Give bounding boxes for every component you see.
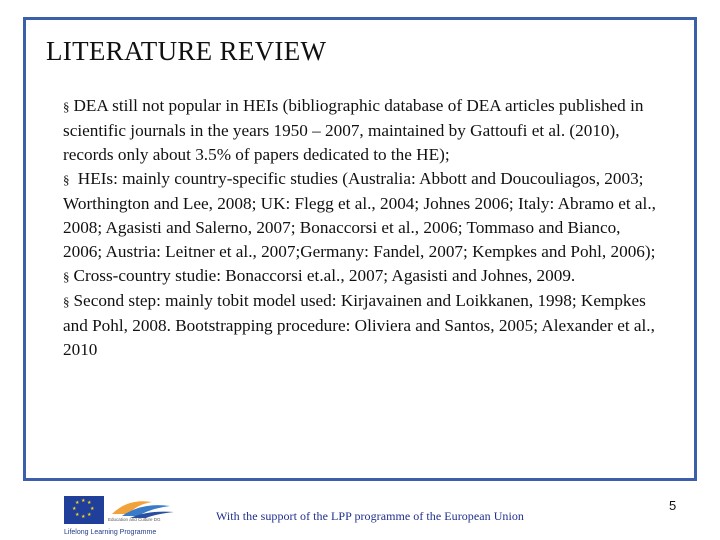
bullet-paragraph-4 <box>63 289 663 362</box>
bullet-marker: § <box>63 99 70 114</box>
bullet-marker: § <box>63 269 70 284</box>
bullet-text-4: Second step: mainly tobit model used: Kirjavainen and Loikkanen, 1998; Kempkes and Pohl, 2008. Bootstrapping procedure: Oliviera and Santos, 2005; Alexander et al., 2010 <box>63 291 655 359</box>
slide-title: LITERATURE REVIEW <box>46 36 327 66</box>
slide-footer <box>0 484 720 540</box>
logo-caption: Education and Culture DG <box>108 517 161 522</box>
support-statement: With the support of the LPP programme of the European Union <box>216 509 524 523</box>
bullet-marker: § <box>63 172 70 187</box>
bullet-paragraph-2 <box>63 167 663 264</box>
bullet-text-2: HEIs: mainly country-specific studies (Australia: Abbott and Doucouliagos, 2003; Worthington and Lee, 2008; UK: Flegg et al., 2004; Johnes 2006; Italy: Abramo et al., 2008; Agasisti and Salerno, 2007; Bonaccorsi et al., 2006; Tommaso and Bianco, 2006; Austria: Leitner et al., 2007;Germany: Fandel, 2007; Kempkes and Pohl, 2006); <box>63 169 656 261</box>
bullet-paragraph-1 <box>63 94 663 167</box>
eu-flag-icon: ★ ★ ★ ★ ★ ★ ★ ★ <box>64 496 104 524</box>
slide-body <box>63 94 663 362</box>
programme-logo <box>64 496 180 538</box>
bullet-paragraph-3 <box>63 264 663 289</box>
slide-frame <box>23 17 697 481</box>
page-number: 5 <box>669 498 677 513</box>
bullet-text-3: Cross-country studie: Bonaccorsi et.al., 2007; Agasisti and Johnes, 2009. <box>73 266 576 285</box>
programme-label: Lifelong Learning Programme <box>64 529 157 536</box>
bullet-marker: § <box>63 294 70 309</box>
bullet-text-1: DEA still not popular in HEIs (bibliographic database of DEA articles published in scientific journals in the years 1950 – 2007, maintained by Gattoufi et al. (2010), records only about 3.5% of papers dedicated to the HE); <box>63 96 644 164</box>
